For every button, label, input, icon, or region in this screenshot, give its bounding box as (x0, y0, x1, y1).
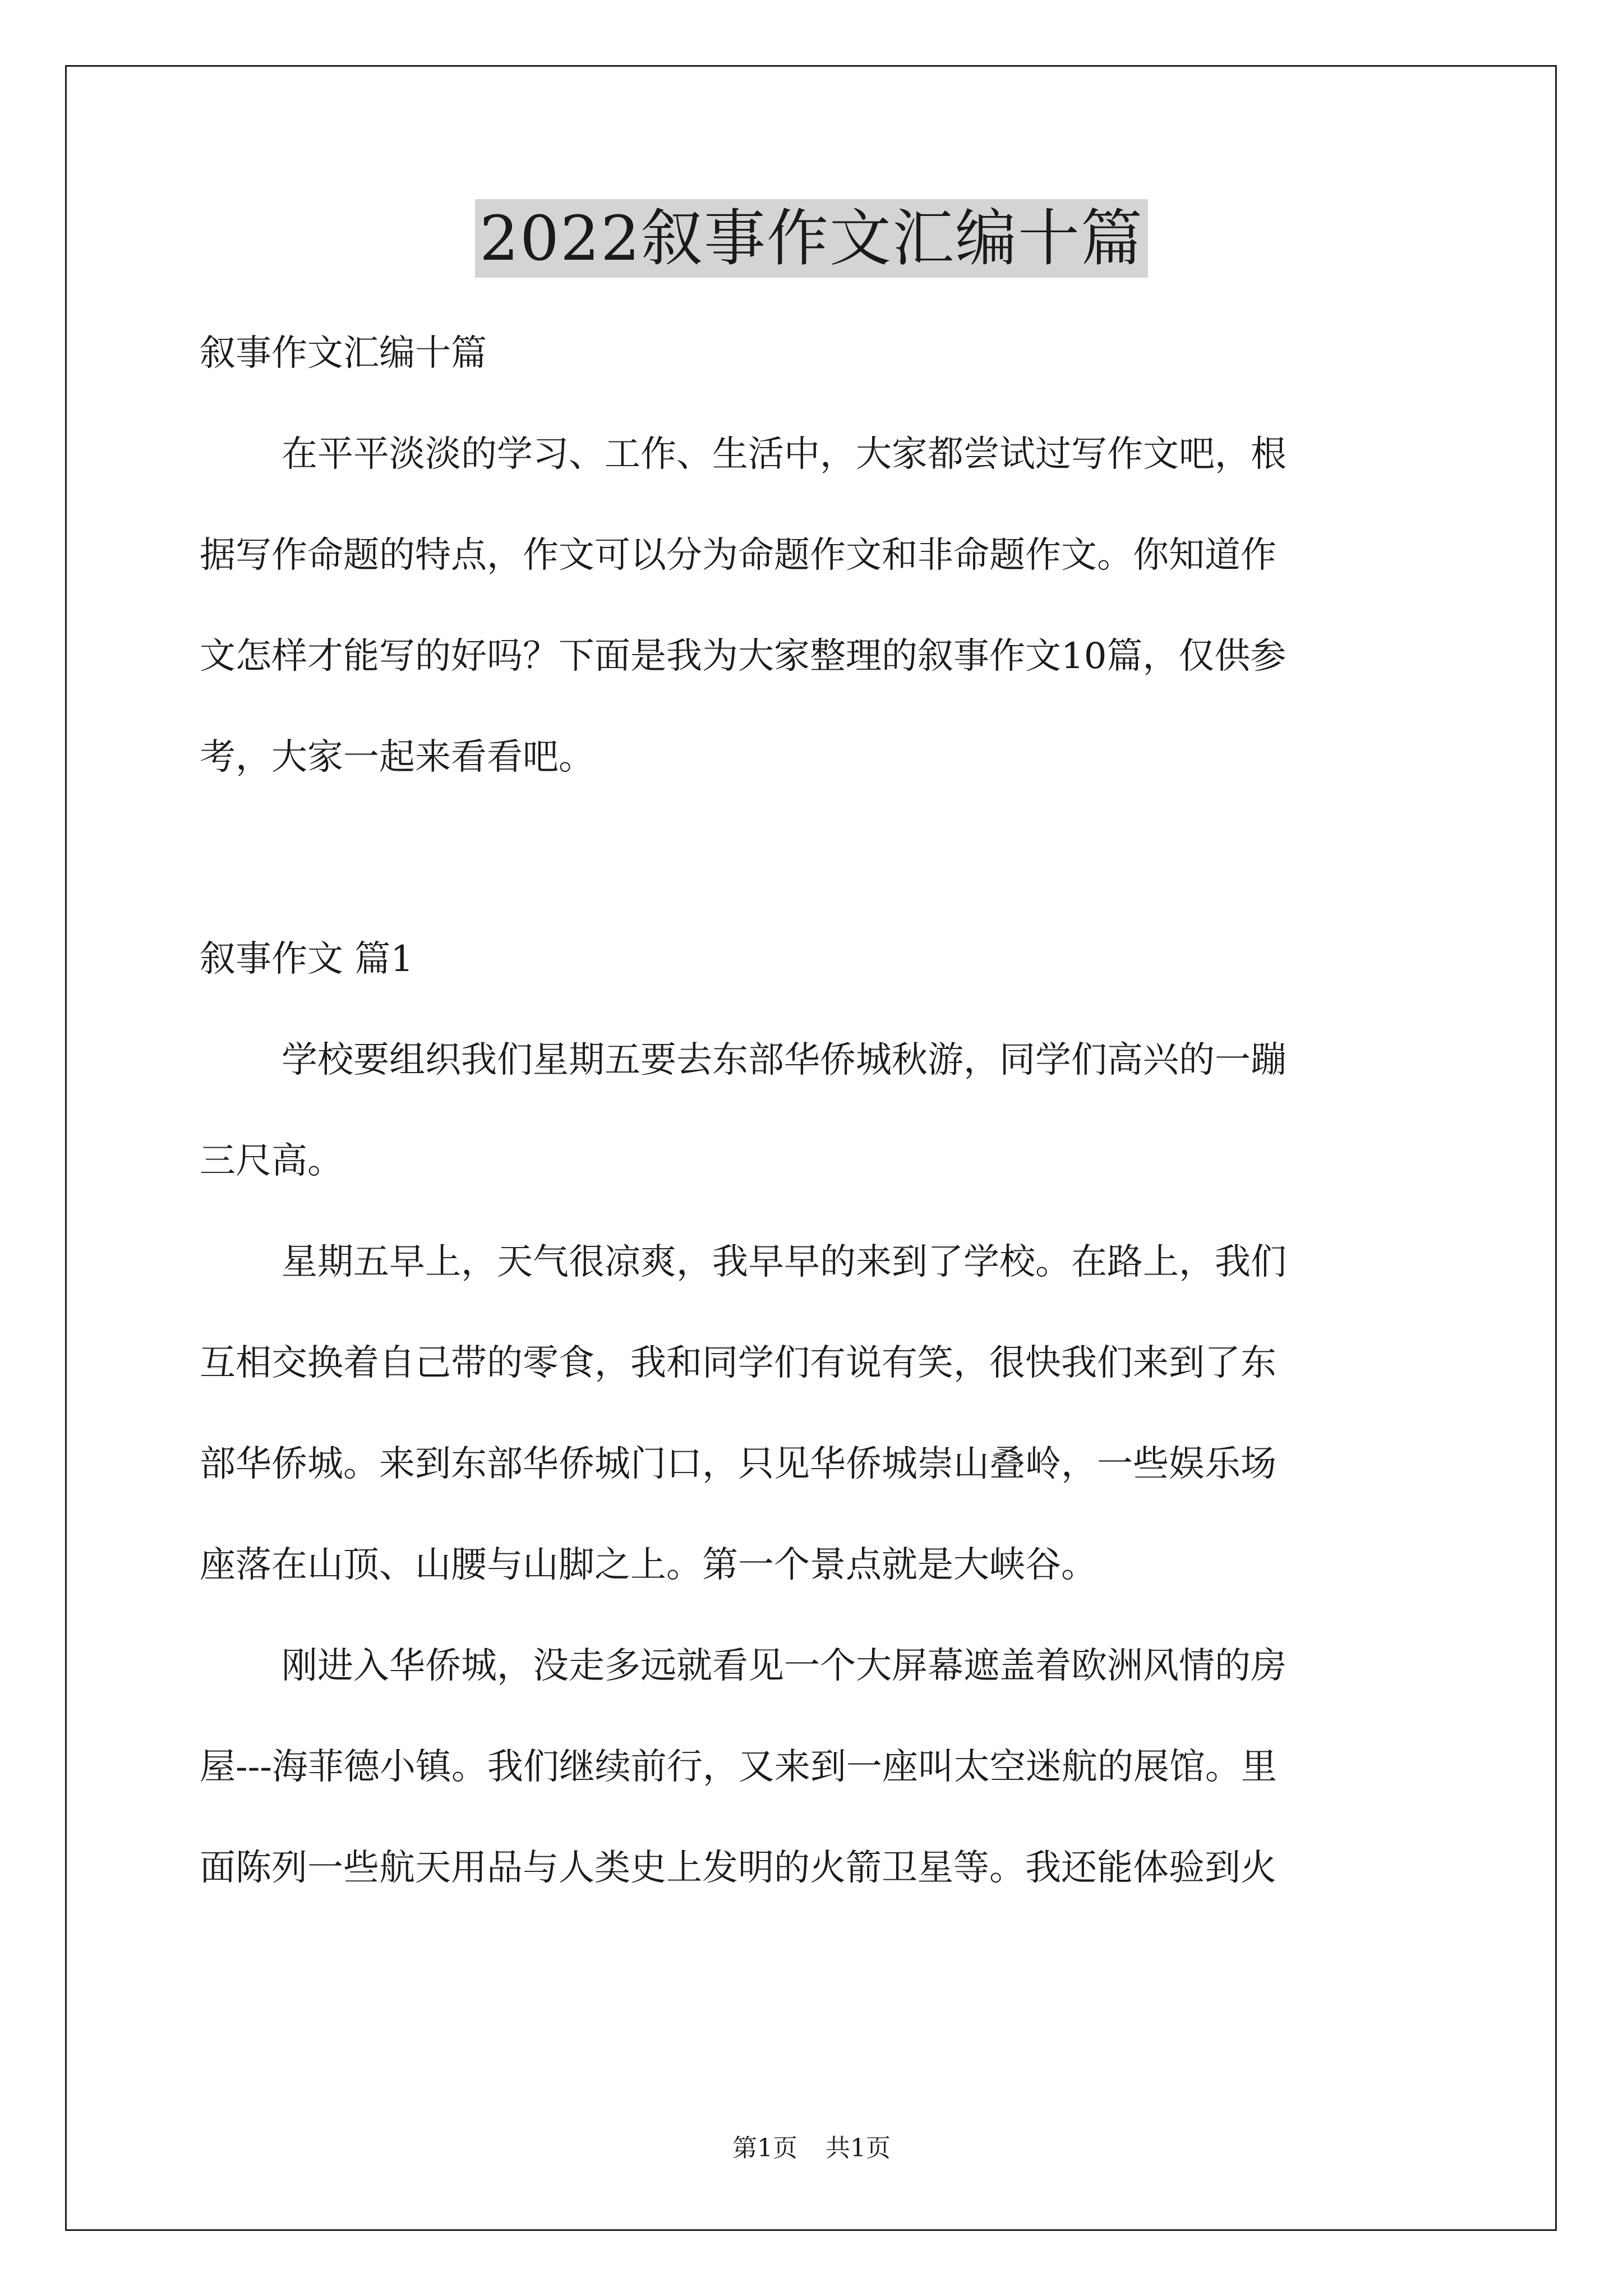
paragraph (200, 1010, 1433, 1212)
subtitle: 叙事作文汇编十篇 (200, 333, 487, 374)
paragraph (200, 1212, 1433, 1616)
text-line: 学校要组织我们星期五要去东部华侨城秋游，同学们高兴的一蹦 (282, 1039, 1287, 1081)
page-total: 共1页 (826, 2134, 891, 2162)
text-line: 屋---海菲德小镇。我们继续前行，又来到一座叫太空迷航的展馆。里 (200, 1746, 1277, 1788)
text-line: 座落在山顶、山腰与山脚之上。第一个景点就是大峡谷。 (200, 1544, 1097, 1586)
document-body (200, 303, 1433, 1918)
text-line: 面陈列一些航天用品与人类史上发明的火箭卫星等。我还能体验到火 (200, 1847, 1276, 1889)
text-line: 星期五早上，天气很凉爽，我早早的来到了学校。在路上，我们 (282, 1241, 1287, 1283)
page-number: 第1页 (732, 2134, 797, 2162)
title-container (0, 199, 1623, 278)
section-heading: 叙事作文 篇1 (200, 938, 414, 980)
page-footer (0, 2132, 1623, 2165)
paragraph (200, 1616, 1433, 1918)
text-line: 在平平淡淡的学习、工作、生活中，大家都尝试过写作文吧，根 (282, 434, 1287, 475)
text-line: 刚进入华侨城，没走多远就看见一个大屏幕遮盖着欧洲风情的房 (282, 1645, 1287, 1687)
text-line: 文怎样才能写的好吗？下面是我为大家整理的叙事作文10篇，仅供参 (200, 636, 1287, 677)
text-line: 据写作命题的特点，作文可以分为命题作文和非命题作文。你知道作 (200, 535, 1276, 576)
text-line: 三尺高。 (200, 1140, 343, 1182)
paragraph-gap (200, 808, 1433, 909)
text-line: 考，大家一起来看看吧。 (200, 737, 594, 778)
text-line: 互相交换着自己带的零食，我和同学们有说有笑，很快我们来到了东 (200, 1342, 1276, 1384)
document-title: 2022叙事作文汇编十篇 (475, 199, 1148, 278)
intro-paragraph (200, 404, 1433, 808)
text-line: 部华侨城。来到东部华侨城门口，只见华侨城崇山叠岭，一些娱乐场 (200, 1443, 1276, 1485)
